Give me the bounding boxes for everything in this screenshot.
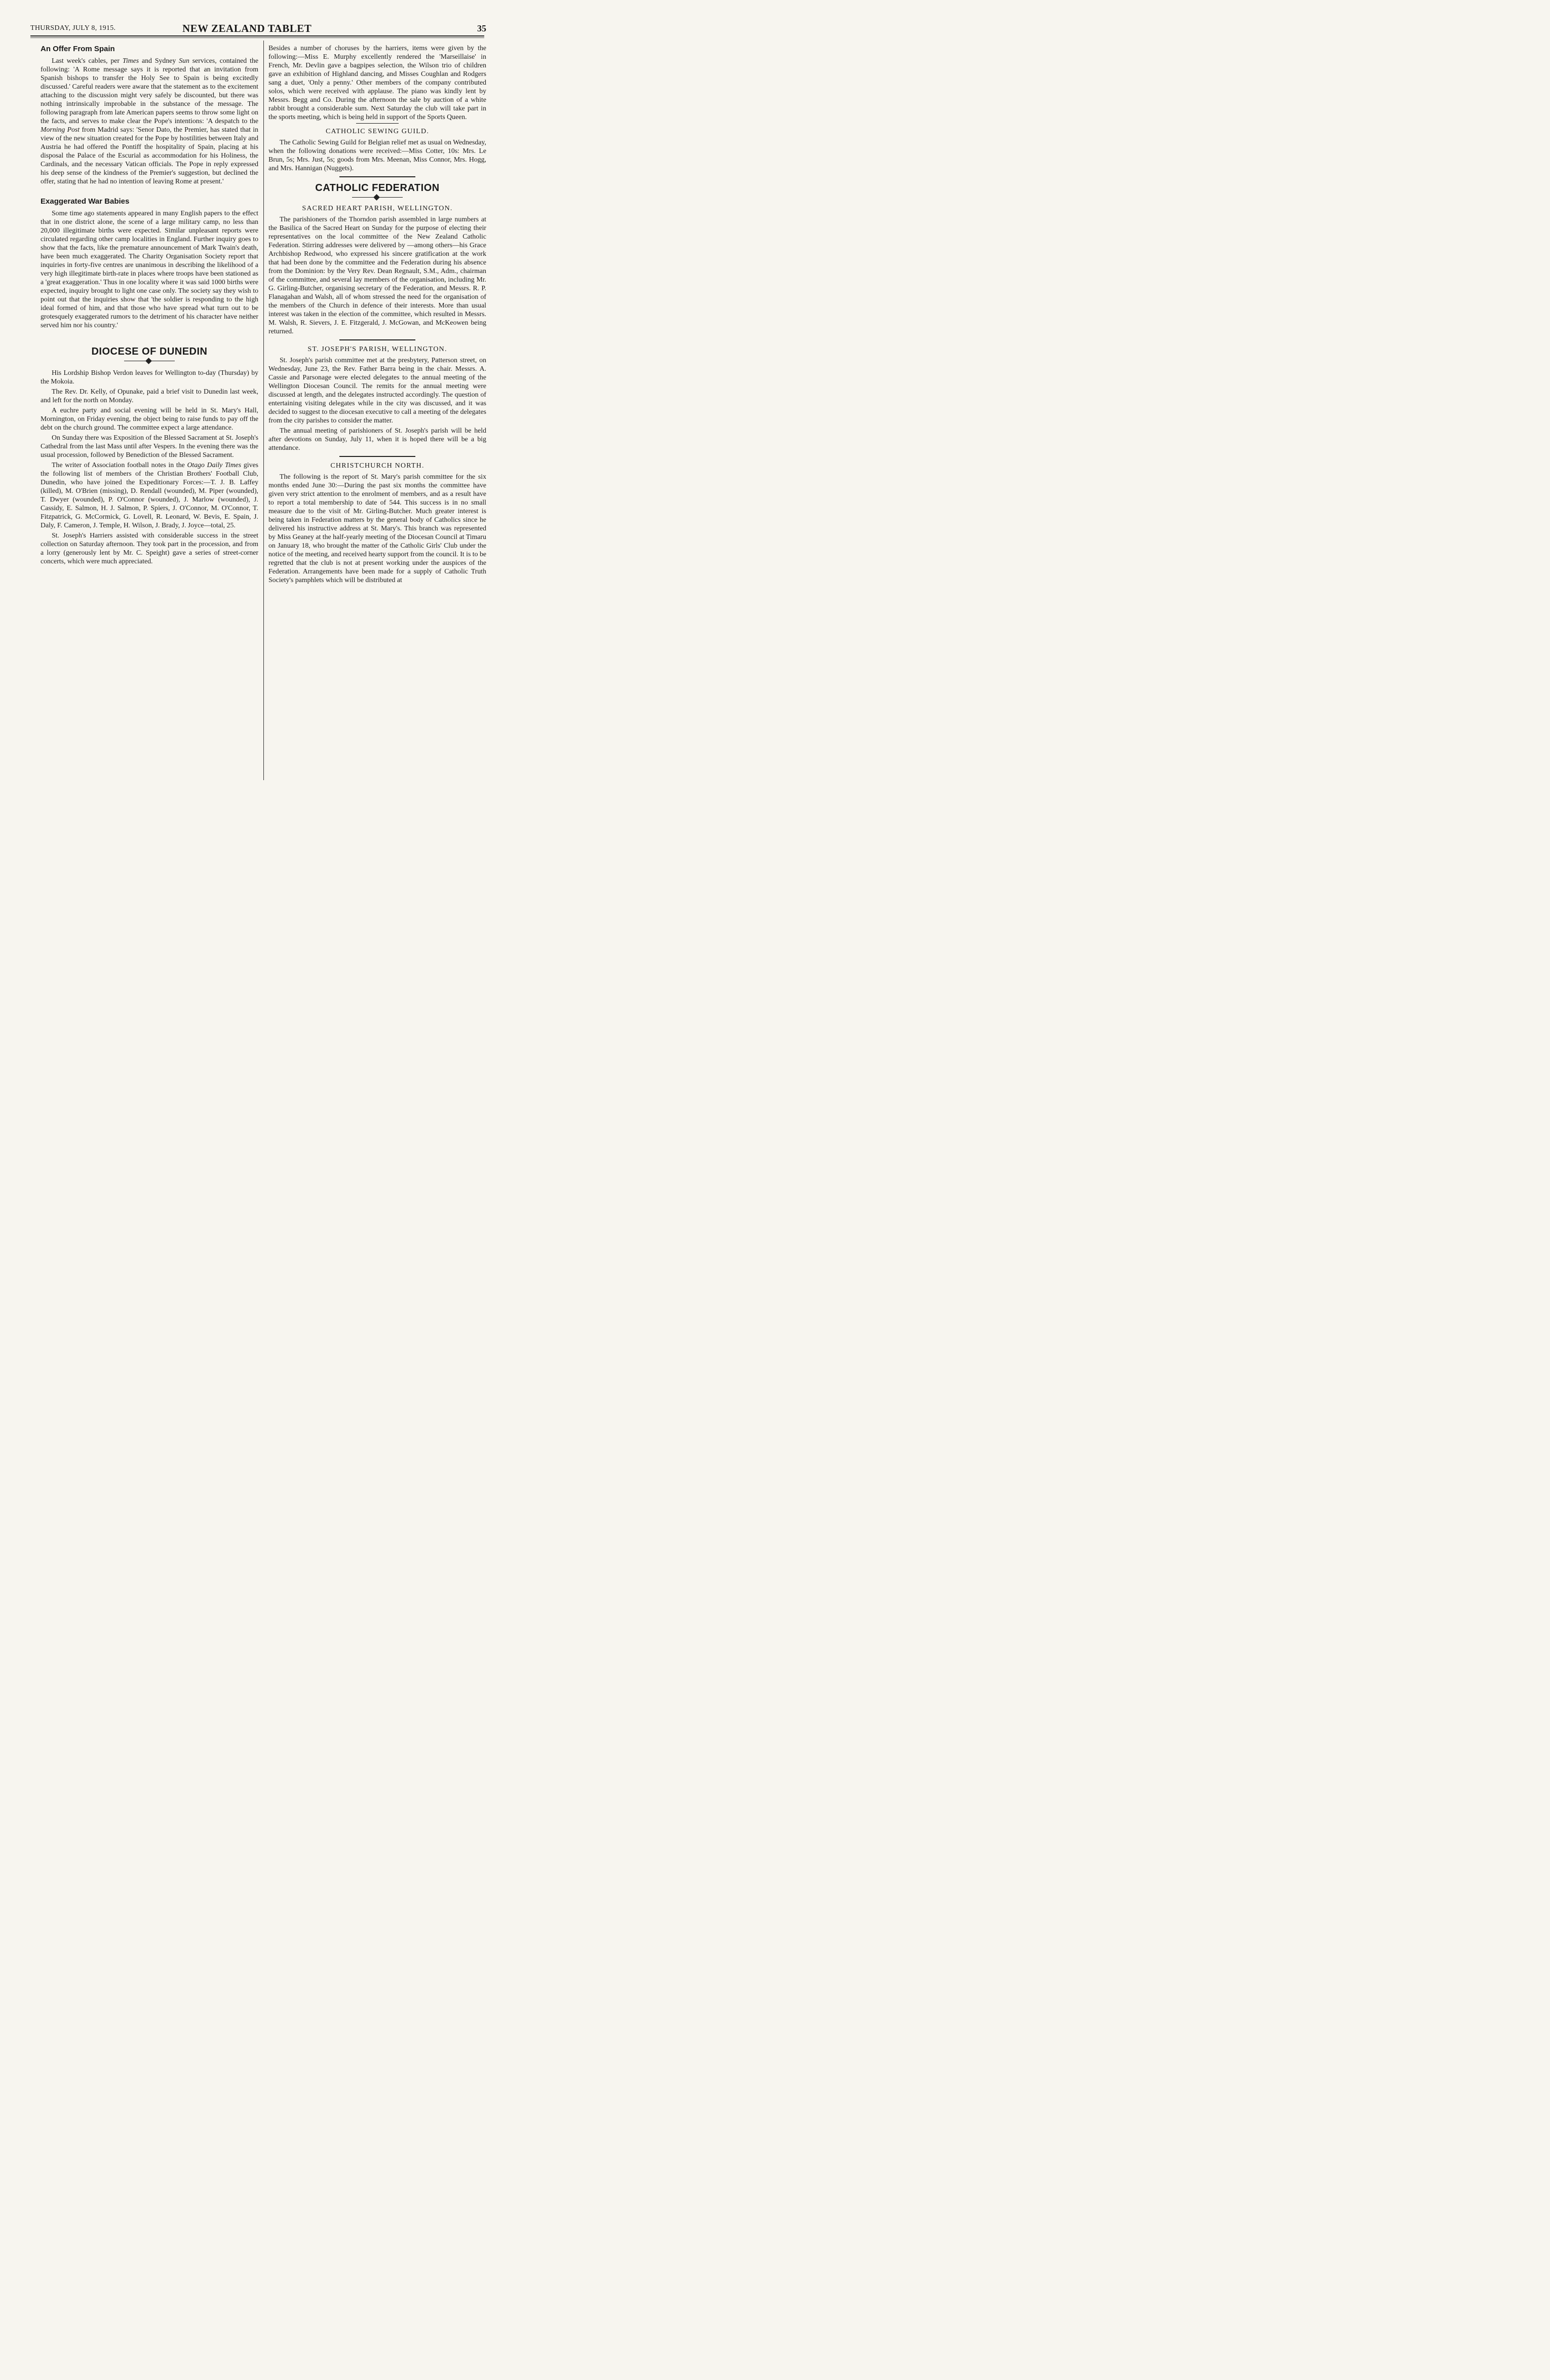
article-catholic-federation: [268, 182, 486, 584]
issue-date: THURSDAY, JULY 8, 1915.: [30, 24, 116, 32]
page-number: 35: [477, 23, 486, 33]
article-paragraph: The parishioners of the Thorndon parish assembled in large numbers at the Basilica of the Sacred Heart on Sunday for the purpose of electing their representatives on the local committee of the New Zealand Catholic Federation. Stirring addresses were delivered by —among others—his Grace Archbishop Redwood, who expressed his sincere gratification at the work that had been done by the committee and the Federation during his absence from the Dominion: by the Very Rev. Dean Regnault, S.M., Adm., chairman of the committee, and several lay members of the organisation, including Mr. G. Girling-Butcher, organising secretary of the Federation, and Messrs. R. P. Flanagahan and Walsh, all of whom stressed the need for the organisation of the members of the Church in defence of their interests. More than usual interest was taken in the election of the committee, which resulted in Messrs. M. Walsh, R. Sievers, J. E. Fitzgerald, J. McGowan, and McKeowen being returned.: [268, 215, 486, 335]
newspaper-page: [0, 0, 518, 794]
publication-title: NEW ZEALAND TABLET: [182, 22, 312, 34]
article-paragraph: The annual meeting of parishioners of St. Joseph's parish will be held after devotions on Sunday, July 11, when it is hoped there will be a big attendance.: [268, 427, 486, 451]
article-war-babies: [41, 197, 258, 329]
article-heading: An Offer From Spain: [41, 45, 115, 53]
masthead: [30, 22, 486, 35]
article-paragraph: Some time ago statements appeared in many English papers to the effect that in one district alone, the scene of a large military camp, no less than 20,000 illegitimate births were expected. Similar unpleasant reports were circulated regarding other camp localities in England. Further inquiry goes to show that the facts, like the premature announcement of Mark Twain's death, have been much exaggerated. The Charity Organisation Society report that inquiries in forty-five centres are unanimous in describing the likelihood of a very high illegitimate birth-rate in places where troops have been stationed as a 'great exaggeration.' Thus in one locality where it was said 1000 births were expected, inquiry brought to light one case only. The society say they wish to point out that the inquiries show that 'the soldier is responding to the high ideal formed of him, and that those who have spread what turn out to be grotesquely exaggerated rumors to the detriment of his character have neither served him nor his country.': [41, 209, 258, 329]
ornamental-rule: [352, 195, 403, 200]
masthead-rule: [30, 35, 484, 36]
subsection-heading: ST. JOSEPH'S PARISH, WELLINGTON.: [307, 346, 447, 353]
section-heading: CATHOLIC FEDERATION: [315, 182, 440, 194]
ornamental-rule: [124, 359, 175, 363]
article-paragraph: A euchre party and social evening will be held in St. Mary's Hall, Mornington, on Friday evening, the object being to raise funds to pay off the debt on the church ground. The committee expect a large attendance.: [41, 406, 258, 431]
article-paragraph: St. Joseph's Harriers assisted with considerable success in the street collection on Saturday afternoon. They took part in the procession, and from a lorry (generously lent by Mr. C. Speight) gave a series of street-corner concerts, which were much appreciated.: [41, 531, 258, 565]
article-paragraph: Besides a number of choruses by the harriers, items were given by the following:—Miss E. Murphy excellently rendered the 'Marseillaise' in French, Mr. Devlin gave a bagpipes selection, the Wilson trio of children gave an exhibition of Highland dancing, and Misses Coughlan and Rodgers sang a duet, 'Only a penny.' Other members of the company contributed solos, which were received with applause. The piano was kindly lent by Messrs. Begg and Co. During the afternoon the sale by auction of a white rabbit brought a considerable sum. Next Saturday the club will take part in the sports meeting, which is being held in support of the Sports Queen.: [268, 44, 486, 121]
article-heading: CATHOLIC SEWING GUILD.: [325, 128, 430, 135]
section-rule: [339, 456, 415, 457]
section-rule: [339, 339, 415, 340]
masthead-rule-thin: [30, 37, 484, 38]
article-paragraph: The Rev. Dr. Kelly, of Opunake, paid a brief visit to Dunedin last week, and left for the north on Monday.: [41, 388, 258, 404]
article-paragraph: The following is the report of St. Mary's parish committee for the six months ended June 30:—During the past six months the committee have given very strict attention to the enrolment of members, and as a result have to report a total membership to date of 544. This success is in no small measure due to the visit of Mr. Girling-Butcher. Much greater interest is being taken in Federation matters by the general body of Catholics since he delivered his instructive address at St. Mary's. This branch was represented by Miss Geaney at the half-yearly meeting of the Diocesan Council at Timaru on January 18, who brought the matter of the Catholic Girls' Club under the notice of the meeting, and received hearty support from the council. It is to be regretted that the club is not at present working under the auspices of the Federation. Arrangements have been made for a supply of Catholic Truth Society's pamphlets which will be distributed at: [268, 473, 486, 584]
section-heading: DIOCESE OF DUNEDIN: [91, 346, 208, 357]
article-paragraph: Last week's cables, per Times and Sydney Sun services, contained the following: 'A Rome message says it is reported that an invitation from Spanish bishops to transfer the Holy See to Spain is being excitedly discussed.' Careful readers were aware that the statement as to the excitement attaching to the discussion might very safely be discounted, but there was nothing intrinsically improbable in the substance of the message. The following paragraph from late American papers seems to throw some light on the facts, and serves to make clear the Pope's intentions: 'A despatch to the Morning Post from Madrid says: 'Senor Dato, the Premier, has stated that in view of the new situation created for the Pope by hostilities between Italy and Austria he had offered the Pontiff the hospitality of Spain, placing at his disposal the Palace of the Escurial as accommodation for his Holiness, the Cardinals, and the necessary Vatican officials. The Pope in reply expressed his deep sense of the kindness of the Premier's suggestion, but declined the offer, stating that he had no intention of leaving Rome at present.': [41, 57, 258, 185]
column-divider: [263, 41, 264, 780]
article-catholic-sewing-guild: [268, 128, 486, 172]
article-diocese-of-dunedin: [41, 346, 258, 565]
left-column: [41, 44, 258, 567]
article-paragraph: The writer of Association football notes in the Otago Daily Times gives the following list of members of the Christian Brothers' Football Club, Dunedin, who have joined the Expeditionary Forces:—T. J. B. Laffey (killed), M. O'Brien (missing), D. Rendall (wounded), M. Piper (wounded), T. Dwyer (wounded), P. O'Connor (wounded), J. Marlow (wounded), J. Cassidy, E. Salmon, H. J. Salmon, P. Spiers, J. O'Connor, M. O'Connor, T. Fitzpatrick, G. McCormick, G. Lovell, R. Leonard, W. Bevis, E. Spain, J. Daly, F. Cameron, J. Temple, H. Wilson, J. Brady, J. Joyce—total, 25.: [41, 461, 258, 529]
article-offer-from-spain: [41, 45, 258, 185]
section-rule: [356, 123, 399, 124]
article-heading: Exaggerated War Babies: [41, 197, 130, 206]
article-paragraph: On Sunday there was Exposition of the Blessed Sacrament at St. Joseph's Cathedral from the last Mass until after Vespers. In the evening there was the usual procession, followed by Benediction of the Blessed Sacrament.: [41, 434, 258, 458]
subsection-heading: CHRISTCHURCH NORTH.: [330, 462, 424, 470]
section-rule: [339, 176, 415, 177]
right-column: [268, 44, 486, 586]
article-paragraph: St. Joseph's parish committee met at the presbytery, Patterson street, on Wednesday, June 23, the Rev. Father Barra being in the chair. Messrs. A. Cassie and Parsonage were elected delegates to the annual meeting of the Wellington Diocesan Council. The remits for the annual meeting were discussed at length, and the delegates instructed accordingly. The question of entertaining visiting delegates while in the city was discussed, and it was decided to suggest to the diocesan executive to call a meeting of the delegates from the city parishes to consider the matter.: [268, 356, 486, 424]
article-paragraph: The Catholic Sewing Guild for Belgian relief met as usual on Wednesday, when the following donations were received:—Miss Cotter, 10s: Mrs. Le Brun, 5s; Mrs. Just, 5s; goods from Mrs. Meenan, Miss Connor, Mrs. Hogg, and Mrs. Hannigan (Nuggets).: [268, 138, 486, 172]
article-paragraph: His Lordship Bishop Verdon leaves for Wellington to-day (Thursday) by the Mokoia.: [41, 369, 258, 385]
subsection-heading: SACRED HEART PARISH, WELLINGTON.: [302, 205, 453, 212]
